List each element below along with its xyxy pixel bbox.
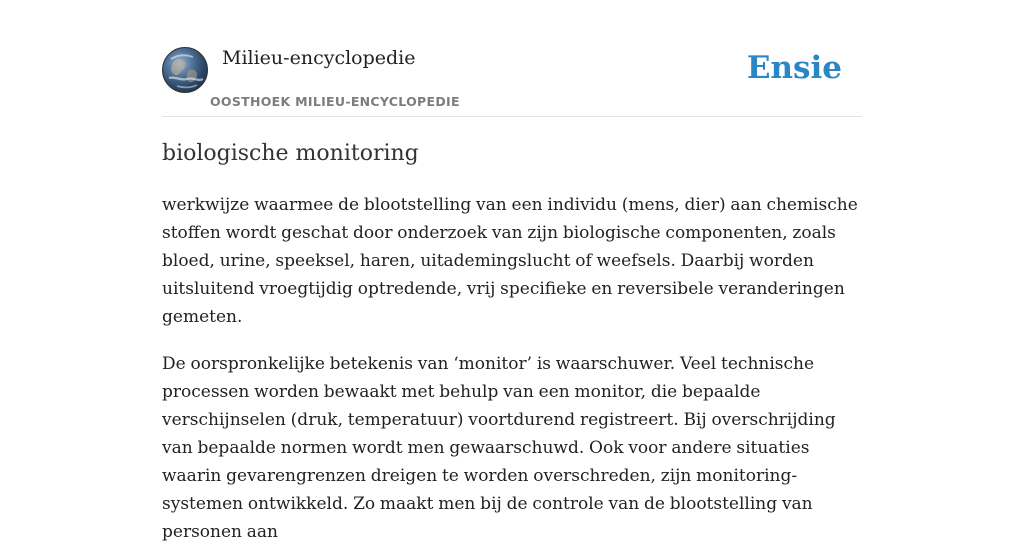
site-subtitle[interactable]: OOSTHOEK MILIEU-ENCYCLOPEDIE	[210, 94, 460, 109]
earth-globe-icon[interactable]	[162, 47, 208, 93]
brand-logo[interactable]: Ensie	[746, 50, 842, 86]
site-header	[162, 46, 862, 117]
article-title: biologische monitoring	[162, 141, 419, 166]
article-paragraph-2: De oorspronkelijke betekenis van ‘monitor’ is waarschuwer. Veel technische processen worden bewaakt met behulp van een monitor, die bepaalde verschijnselen (druk, temperatuur) voortdurend registreert. Bij overschrijding van bepaalde normen wordt men gewaarschuwd. Ook voor andere situaties waarin gevarengrenzen dreigen te worden overschreden, zijn monitoring-systemen ontwikkeld. Zo maakt men bij de controle van de blootstelling van personen aan	[162, 354, 836, 542]
site-title[interactable]: Milieu-encyclopedie	[222, 47, 416, 69]
article-paragraph-1: werkwijze waarmee de blootstelling van een individu (mens, dier) aan chemische stoffen wordt geschat door onderzoek van zijn biologische componenten, zoals bloed, urine, speeksel, haren, uitademingslucht of weefsels. Daarbij worden uitsluitend vroegtijdig optredende, vrij specifieke en reversibele veranderingen gemeten.	[162, 195, 858, 327]
article	[162, 138, 862, 546]
